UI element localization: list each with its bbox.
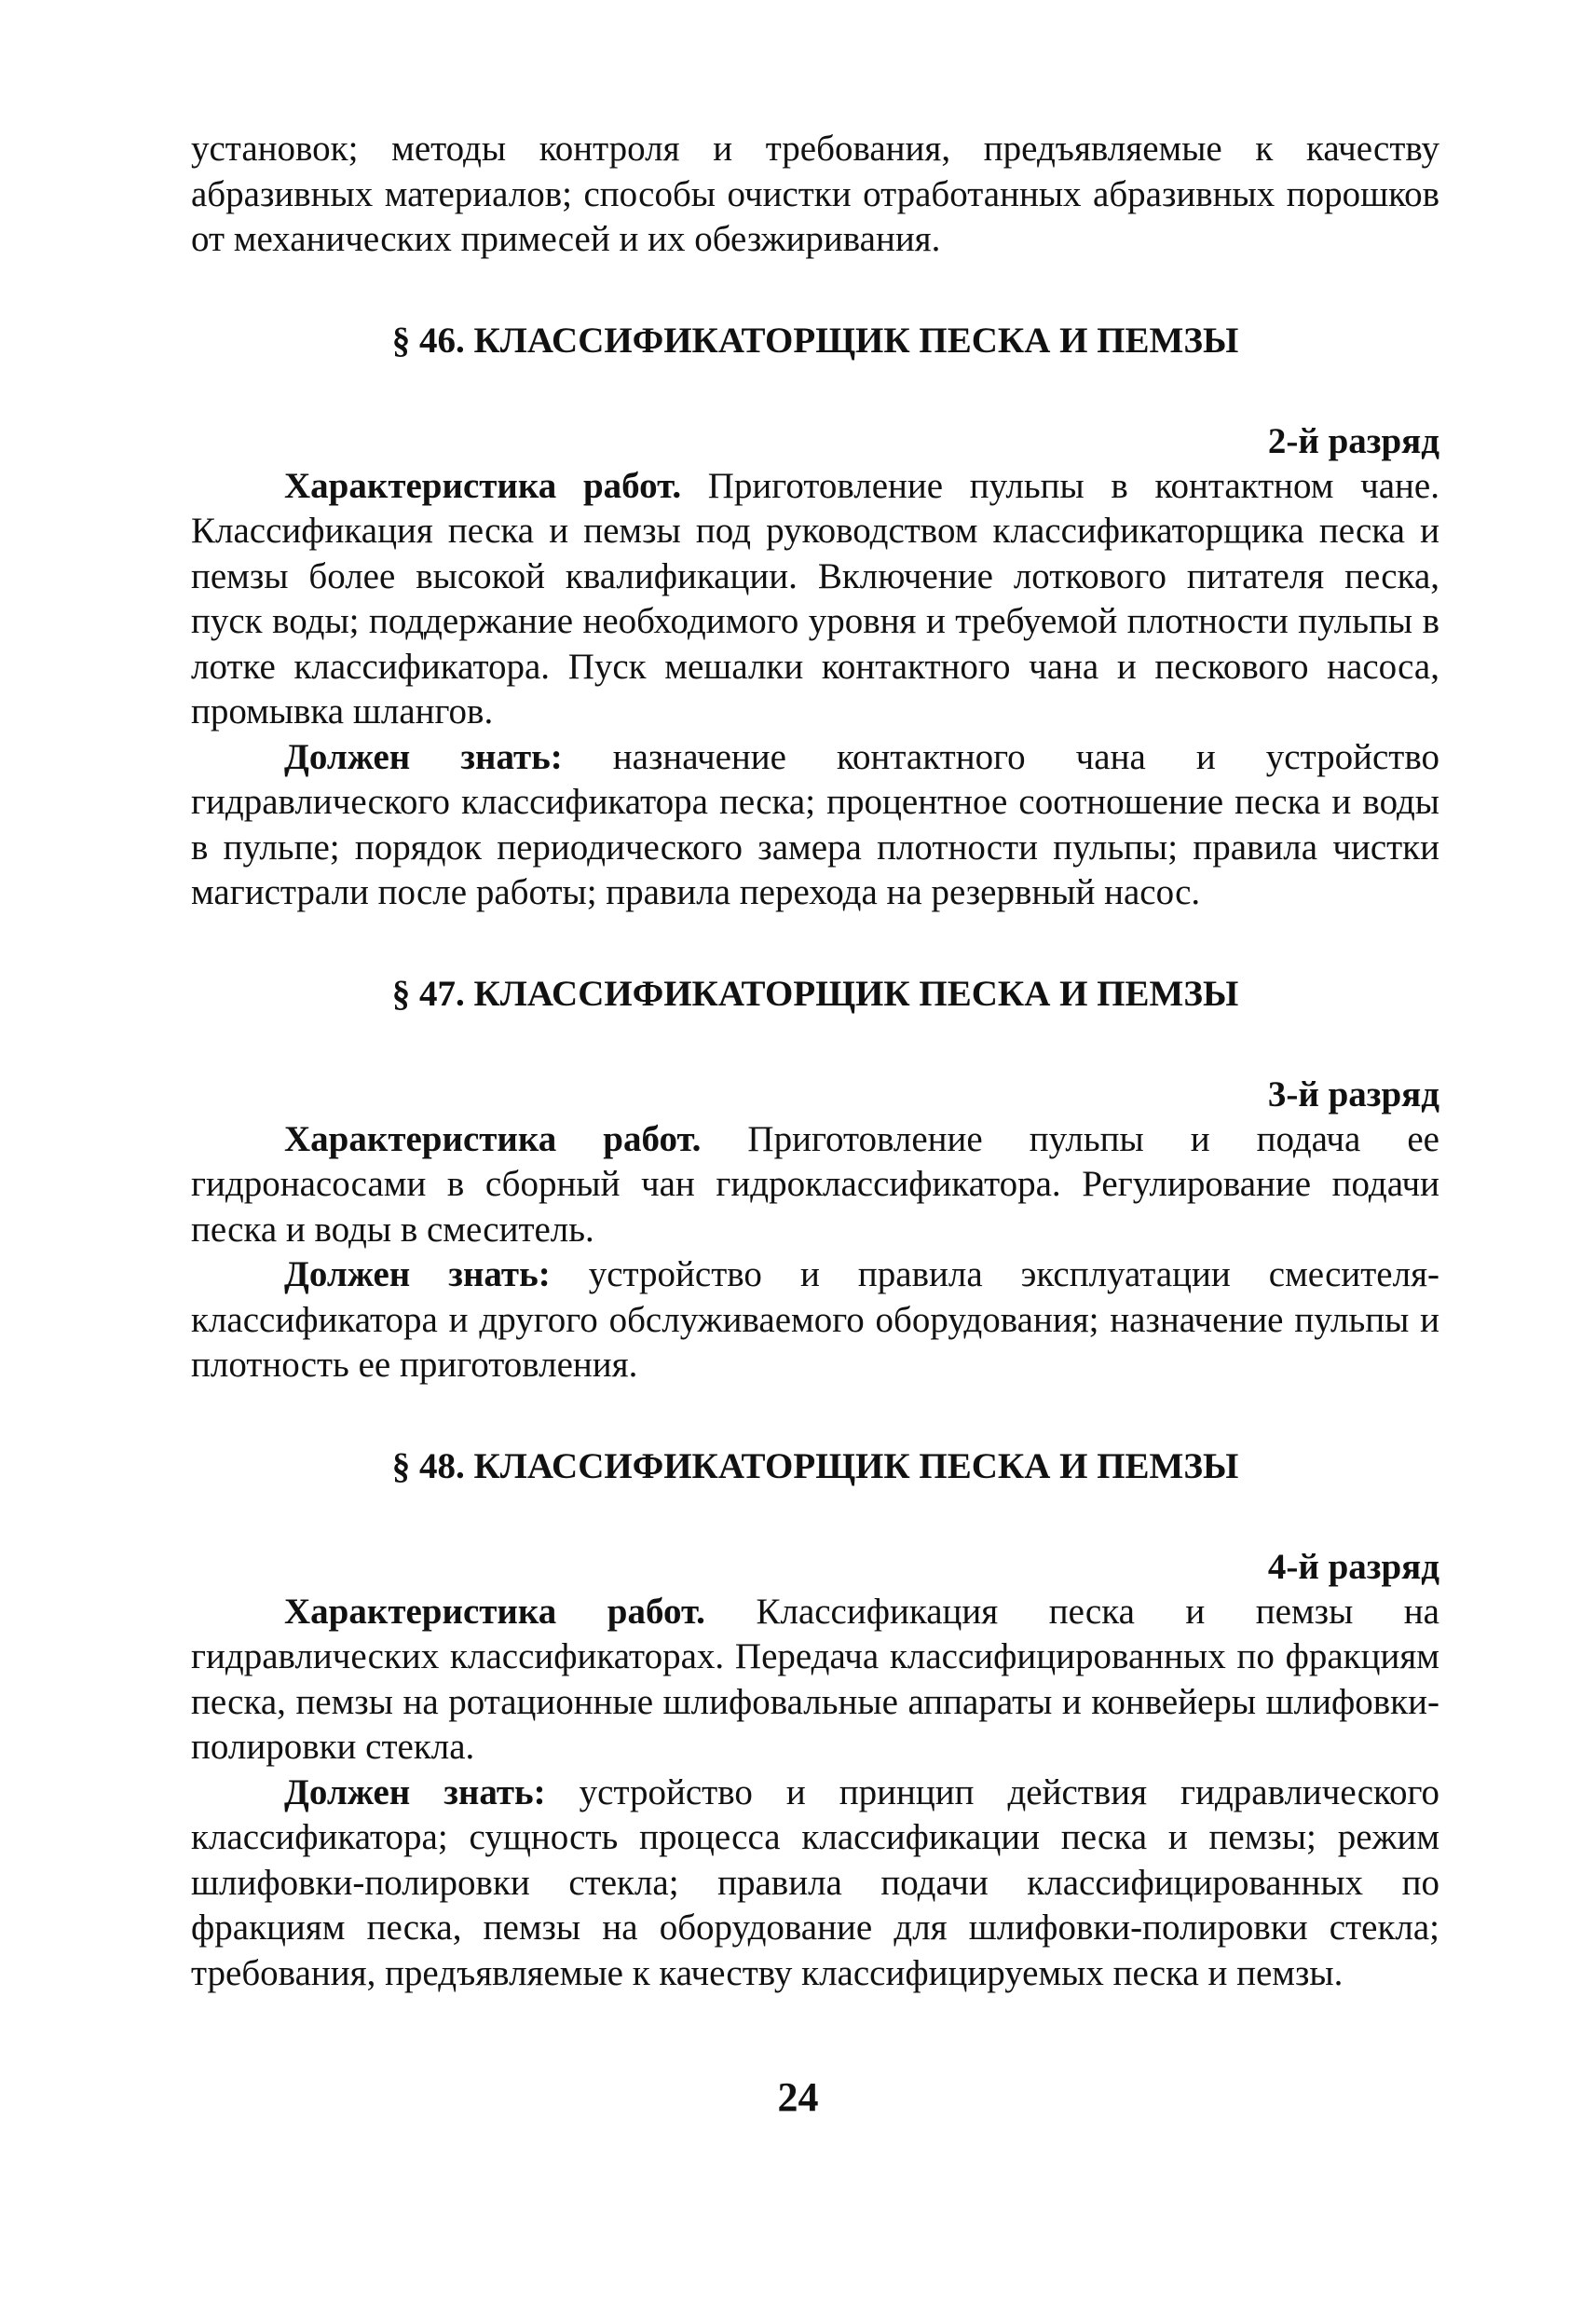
section-46-work-paragraph [191, 464, 1439, 735]
section-48-work-paragraph [191, 1590, 1439, 1771]
section-48-work-text: Классификация песка и пемзы на гидравлических классификаторах. Передача классифицированных по фракциям песка, пемзы на ротационные шлифовальные аппараты и конвейеры шлифовки-полировки стекла. [191, 1591, 1439, 1767]
section-47-work-paragraph [191, 1117, 1439, 1253]
section-46-grade: 2-й разряд [1267, 420, 1439, 461]
section-46-heading: § 46. КЛАССИФИКАТОРЩИК ПЕСКА И ПЕМЗЫ [391, 320, 1239, 361]
section-47-heading: § 47. КЛАССИФИКАТОРЩИК ПЕСКА И ПЕМЗЫ [391, 973, 1239, 1014]
section-47-know-paragraph [191, 1252, 1439, 1388]
section-48-know-text: устройство и принцип действия гидравлического классификатора; сущность процесса классификации песка и пемзы; режим шлифовки-полировки стекла; правила подачи классифицированных по фракциям песка, пемзы на оборудование для шлифовки-полировки стекла; требования, предъявляемые к качеству классифицируемых песка и пемзы. [191, 1771, 1439, 1993]
section-48-grade: 4-й разряд [1267, 1546, 1439, 1587]
section-46-know-paragraph [191, 735, 1439, 916]
page-content [191, 127, 1439, 1996]
section-47-work-text: Приготовление пульпы и подача ее гидронасосами в сборный чан гидроклассификатора. Регулирование подачи песка и воды в смеситель. [191, 1118, 1439, 1250]
section-47-work-label: Характеристика работ. [284, 1118, 702, 1159]
section-48-heading: § 48. КЛАССИФИКАТОРЩИК ПЕСКА И ПЕМЗЫ [391, 1445, 1239, 1486]
section-48-work-label: Характеристика работ. [284, 1591, 705, 1632]
intro-paragraph: установок; методы контроля и требования, предъявляемые к качеству абразивных материалов; способы очистки отработанных абразивных порошков от механических примесей и их обезжиривания. [191, 129, 1439, 259]
section-47-know-text: устройство и правила эксплуатации смесителя-классификатора и другого обслуживаемого оборудования; назначение пульпы и плотность ее приготовления. [191, 1254, 1439, 1385]
section-46-work-text: Приготовление пульпы в контактном чане. Классификация песка и пемзы под руководством классификаторщика песка и пемзы более высокой квалификации. Включение лоткового питателя песка, пуск воды; поддержание необходимого уровня и требуемой плотности пульпы в лотке классификатора. Пуск мешалки контактного чана и пескового насоса, промывка шлангов. [191, 465, 1439, 732]
section-47-grade: 3-й разряд [1267, 1073, 1439, 1114]
section-48-know-label: Должен знать: [284, 1771, 546, 1812]
section-48-know-paragraph [191, 1771, 1439, 1997]
section-46-know-text: назначение контактного чана и устройство гидравлического классификатора песка; процентное соотношение песка и воды в пульпе; порядок периодического замера плотности пульпы; правила чистки магистрали после работы; правила перехода на резервный насос. [191, 736, 1439, 912]
section-47-know-label: Должен знать: [284, 1254, 551, 1294]
page-number: 24 [777, 2074, 819, 2120]
section-46-know-label: Должен знать: [284, 736, 563, 777]
section-46-work-label: Характеристика работ. [284, 465, 682, 506]
